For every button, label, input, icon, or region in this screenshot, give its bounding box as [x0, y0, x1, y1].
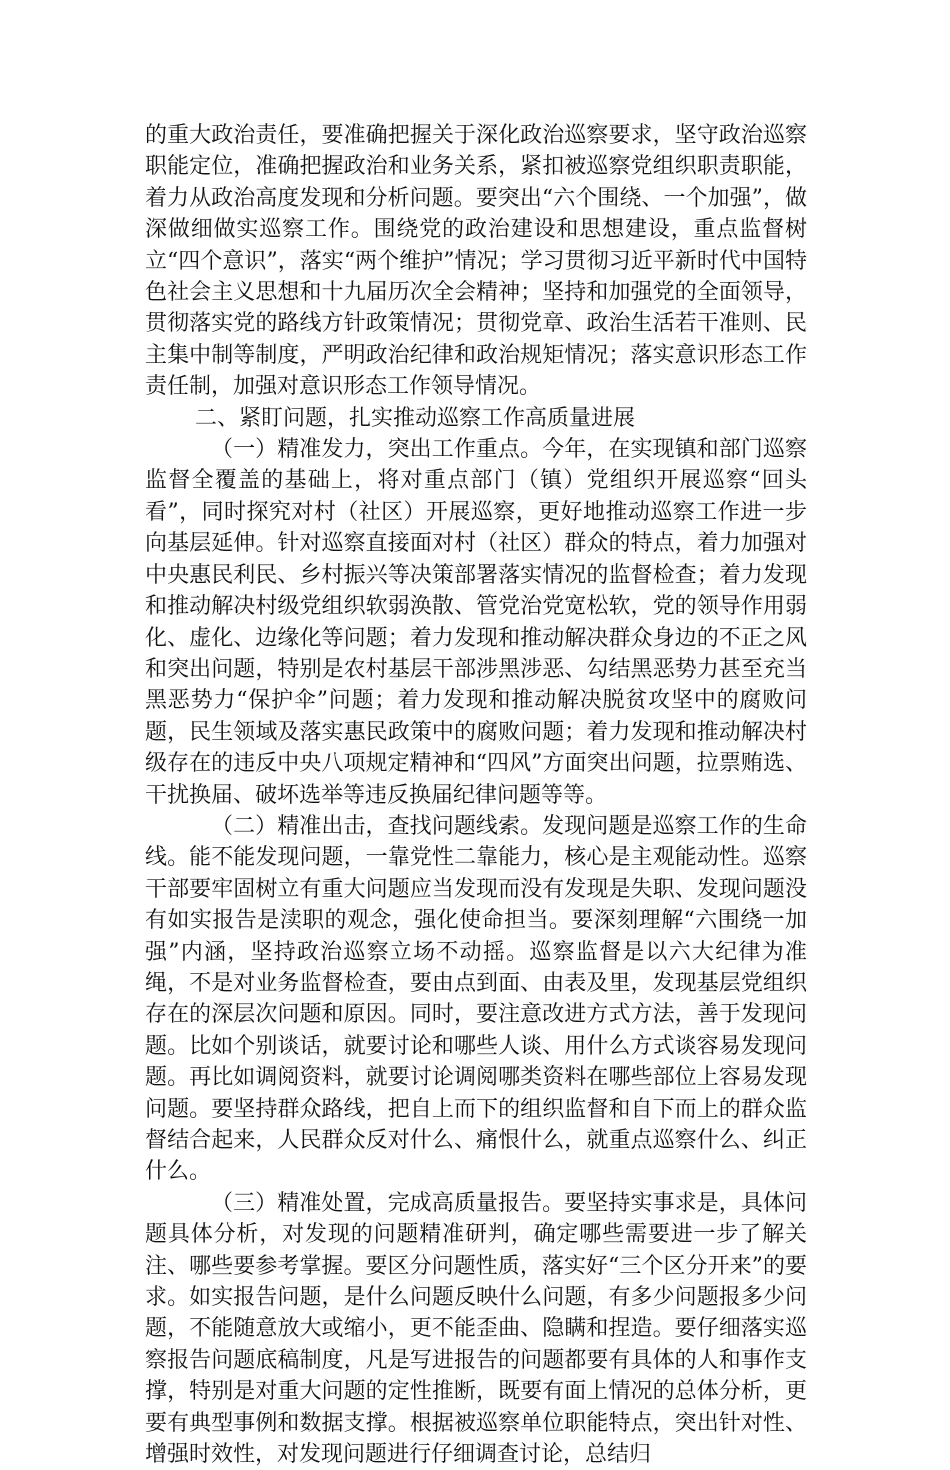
- paragraph-precise-action: （二）精准出击，查找问题线索。发现问题是巡察工作的生命线。能不能发现问题，一靠党性二靠能力，核心是主观能动性。巡察干部要牢固树立有重大问题应当发现而没有发现是失职、发现问题没有如实报告是渎职的观念，强化使命担当。要深刻理解“六围绕一加强”内涵，坚持政治巡察立场不动摇。巡察监督是以六大纪律为准绳，不是对业务监督检查，要由点到面、由表及里，发现基层党组织存在的深层次问题和原因。同时，要注意改进方式方法，善于发现问题。比如个别谈话，就要讨论和哪些人谈、用什么方式谈容易发现问题。再比如调阅资料，就要讨论调阅哪类资料在哪些部位上容易发现问题。要坚持群众路线，把自上而下的组织监督和自下而上的群众监督结合起来，人民群众反对什么、痛恨什么，就重点巡察什么、纠正什么。: [145, 813, 807, 1185]
- section-heading-2: 二、紧盯问题，扎实推动巡察工作高质量进展: [195, 405, 636, 431]
- document-body: [145, 120, 807, 1470]
- paragraph-political-responsibility: 的重大政治责任，要准确把握关于深化政治巡察要求，坚守政治巡察职能定位，准确把握政治和业务关系，紧扣被巡察党组织职责职能，着力从政治高度发现和分析问题。要突出“六个围绕、一个加强”，做深做细做实巡察工作。围绕党的政治建设和思想建设，重点监督树立“四个意识”，落实“两个维护”情况；学习贯彻习近平新时代中国特色社会主义思想和十九届历次全会精神；坚持和加强党的全面领导，贯彻落实党的路线方针政策情况；贯彻党章、政治生活若干准则、民主集中制等制度，严明政治纪律和政治规矩情况；落实意识形态工作责任制，加强对意识形态工作领导情况。: [145, 123, 807, 400]
- paragraph-precise-focus: （一）精准发力，突出工作重点。今年，在实现镇和部门巡察监督全覆盖的基础上，将对重点部门（镇）党组织开展巡察“回头看”，同时探究对村（社区）开展巡察，更好地推动巡察工作进一步向基层延伸。针对巡察直接面对村（社区）群众的特点，着力加强对中央惠民利民、乡村振兴等决策部署落实情况的监督检查；着力发现和推动解决村级党组织软弱涣散、管党治党宽松软，党的领导作用弱化、虚化、边缘化等问题；着力发现和推动解决群众身边的不正之风和突出问题，特别是农村基层干部涉黑涉恶、勾结黑恶势力甚至充当黑恶势力“保护伞”问题；着力发现和推动解决脱贫攻坚中的腐败问题，民生领域及落实惠民政策中的腐败问题；着力发现和推动解决村级存在的违反中央八项规定精神和“四风”方面突出问题，拉票贿选、干扰换届、破坏选举等违反换届纪律问题等等。: [145, 437, 807, 808]
- paragraph-precise-handling: （三）精准处置，完成高质量报告。要坚持实事求是，具体问题具体分析，对发现的问题精准研判，确定哪些需要进一步了解关注、哪些要参考掌握。要区分问题性质，落实好“三个区分开来”的要求。如实报告问题，是什么问题反映什么问题，有多少问题报多少问题，不能随意放大或缩小，更不能歪曲、隐瞒和捏造。要仔细落实巡察报告问题底稿制度，凡是写进报告的问题都要有具体的人和事作支撑，特别是对重大问题的定性推断，既要有面上情况的总体分析，更要有典型事例和数据支撑。根据被巡察单位职能特点，突出针对性、增强时效性，对发现问题进行仔细调查讨论，总结归: [145, 1190, 807, 1468]
